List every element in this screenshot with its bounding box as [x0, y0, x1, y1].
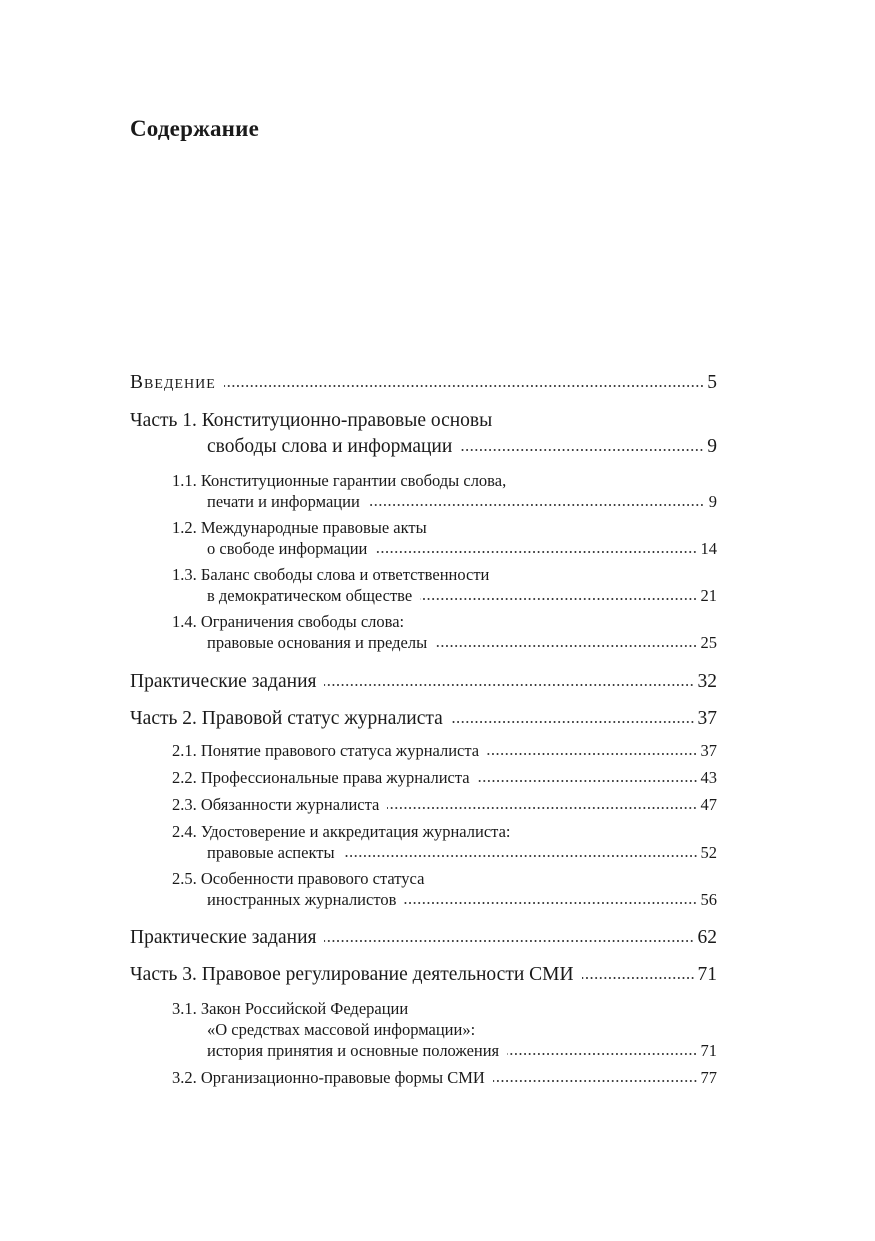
- toc-entry-title: Введение: [130, 372, 216, 393]
- toc-entry[interactable]: [130, 564, 717, 606]
- toc-entry[interactable]: [130, 821, 717, 863]
- toc-page-number: 47: [700, 795, 717, 814]
- dot-leader: [324, 683, 694, 687]
- toc-entry-title: 3.2. Организационно-правовые формы СМИ: [172, 1068, 485, 1087]
- toc-entry-title-continuation: «О средствах массовой информации»:: [207, 1020, 476, 1039]
- toc-page-number: 52: [700, 843, 717, 862]
- dot-leader: [478, 779, 698, 783]
- toc-entry[interactable]: [130, 962, 717, 988]
- toc-page-number: 62: [697, 927, 717, 948]
- toc-entry[interactable]: [130, 767, 717, 788]
- toc-entry-title: 2.5. Особенности правового статуса: [172, 869, 425, 888]
- dot-leader: [460, 448, 704, 452]
- toc-page-number: 21: [700, 586, 717, 605]
- toc-entry-title: Практические задания: [130, 927, 317, 948]
- dot-leader: [343, 854, 698, 858]
- dot-leader: [487, 752, 697, 756]
- dot-leader: [420, 597, 697, 601]
- toc-page-number: 37: [697, 708, 717, 729]
- toc-entry[interactable]: [130, 1067, 717, 1088]
- dot-leader: [368, 503, 704, 507]
- toc-entry[interactable]: [130, 611, 717, 653]
- toc-entry-title: 2.2. Профессиональные права журналиста: [172, 768, 470, 787]
- toc-entry-title-continuation: иностранных журналистов: [207, 890, 397, 909]
- toc-entry-title: 2.3. Обязанности журналиста: [172, 795, 380, 814]
- toc-entry-title-continuation: печати и информации: [207, 492, 360, 511]
- toc-page-number: 14: [700, 539, 717, 558]
- toc-entry-title: 1.2. Международные правовые акты: [172, 518, 427, 537]
- dot-leader: [224, 384, 704, 388]
- dot-leader: [451, 720, 695, 724]
- toc-entry-title-continuation: свободы слова и информации: [207, 436, 453, 457]
- toc-entry-title: 1.4. Ограничения свободы слова:: [172, 612, 405, 631]
- toc-entry-title: 1.1. Конституционные гарантии свободы слова,: [172, 471, 507, 490]
- dot-leader: [375, 550, 697, 554]
- toc-entry[interactable]: [130, 706, 717, 732]
- toc-entry[interactable]: [130, 740, 717, 761]
- toc-page-number: 32: [697, 671, 717, 692]
- page-title: Содержание: [130, 116, 259, 141]
- toc-page-number: 9: [707, 436, 717, 457]
- toc-page-number: 9: [708, 492, 717, 511]
- toc-entry-title-continuation: правовые аспекты: [207, 843, 335, 862]
- toc-entry-title-continuation: о свободе информации: [207, 539, 368, 558]
- toc-entry[interactable]: [130, 998, 717, 1061]
- dot-leader: [387, 806, 697, 810]
- toc-page-number: 56: [700, 890, 717, 909]
- toc-entry[interactable]: [130, 370, 717, 396]
- dot-leader: [582, 976, 695, 980]
- toc-entry-title-continuation: правовые основания и пределы: [207, 633, 428, 652]
- toc-page-number: 43: [700, 768, 717, 787]
- toc-page-number: 5: [707, 372, 717, 393]
- toc-entry[interactable]: [130, 868, 717, 910]
- toc-page-number: 71: [697, 964, 717, 985]
- toc-entry-title-continuation: в демократическом обществе: [207, 586, 413, 605]
- toc-page-number: 37: [700, 741, 717, 760]
- toc-entry[interactable]: [130, 408, 717, 460]
- toc-page-number: 71: [700, 1041, 717, 1060]
- toc-entry[interactable]: [130, 925, 717, 951]
- toc-page-number: 77: [700, 1068, 717, 1087]
- toc-entry[interactable]: [130, 470, 717, 512]
- dot-leader: [493, 1079, 698, 1083]
- dot-leader: [404, 901, 697, 905]
- toc-entry-title: 3.1. Закон Российской Федерации: [172, 999, 409, 1018]
- toc-entry-title: 1.3. Баланс свободы слова и ответственности: [172, 565, 490, 584]
- toc-entry-title-continuation: история принятия и основные положения: [207, 1041, 500, 1060]
- toc-entry[interactable]: [130, 794, 717, 815]
- toc-entry-title: 2.4. Удостоверение и аккредитация журналиста:: [172, 822, 511, 841]
- toc-entry-title: Часть 1. Конституционно-правовые основы: [130, 410, 493, 431]
- toc-page-number: 25: [700, 633, 717, 652]
- dot-leader: [435, 644, 697, 648]
- toc-entry[interactable]: [130, 669, 717, 695]
- toc-entry-title: 2.1. Понятие правового статуса журналиста: [172, 741, 480, 760]
- toc-entry-title: Практические задания: [130, 671, 317, 692]
- dot-leader: [507, 1052, 697, 1056]
- toc-entry[interactable]: [130, 517, 717, 559]
- toc-entry-title: Часть 3. Правовое регулирование деятельности СМИ: [130, 964, 574, 985]
- toc-entry-title: Часть 2. Правовой статус журналиста: [130, 708, 443, 729]
- dot-leader: [324, 939, 694, 943]
